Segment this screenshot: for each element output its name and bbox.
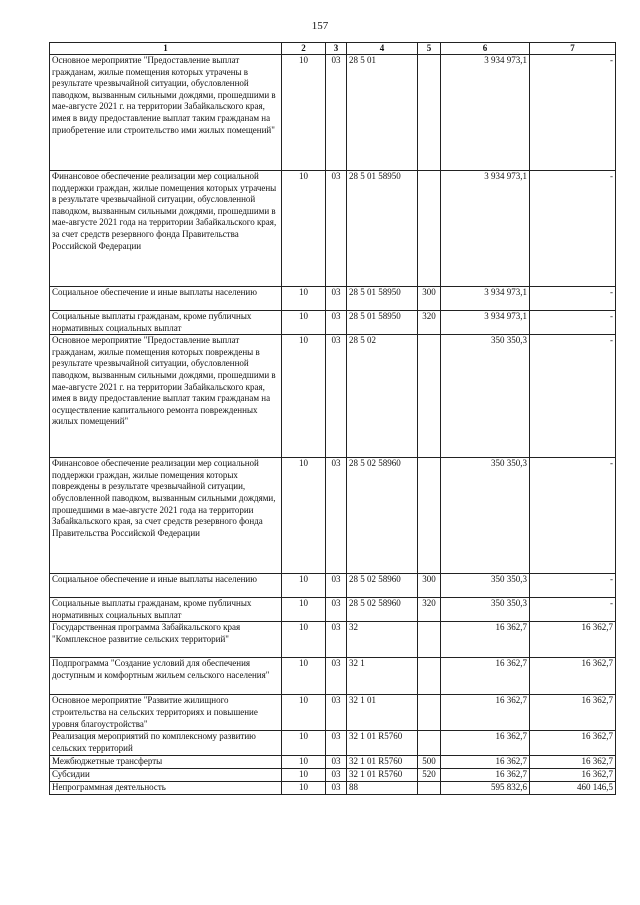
row-target-article: 32 1 01 R5760 — [347, 731, 418, 755]
row-target-article: 28 5 02 58960 — [347, 574, 418, 598]
row-expense-type — [418, 695, 441, 731]
table-row — [50, 622, 616, 658]
row-subsection: 03 — [326, 622, 347, 658]
column-header: 2 — [282, 43, 326, 55]
row-name: Субсидии — [50, 768, 282, 781]
row-amount-2022: 16 362,7 — [441, 695, 530, 731]
row-subsection: 03 — [326, 458, 347, 574]
row-amount-2022: 16 362,7 — [441, 768, 530, 781]
row-subsection: 03 — [326, 695, 347, 731]
row-amount-2023: - — [530, 171, 616, 287]
row-subsection: 03 — [326, 598, 347, 622]
row-amount-2022: 16 362,7 — [441, 731, 530, 755]
row-section: 10 — [282, 731, 326, 755]
row-subsection: 03 — [326, 781, 347, 794]
row-target-article: 28 5 02 58960 — [347, 458, 418, 574]
table-row — [50, 731, 616, 755]
column-header: 6 — [441, 43, 530, 55]
row-amount-2023: - — [530, 311, 616, 335]
row-amount-2022: 3 934 973,1 — [441, 171, 530, 287]
row-section: 10 — [282, 458, 326, 574]
row-amount-2022: 3 934 973,1 — [441, 287, 530, 311]
row-expense-type: 300 — [418, 574, 441, 598]
column-header: 5 — [418, 43, 441, 55]
row-name: Межбюджетные трансферты — [50, 755, 282, 768]
row-amount-2022: 350 350,3 — [441, 574, 530, 598]
row-expense-type — [418, 781, 441, 794]
row-section: 10 — [282, 695, 326, 731]
row-section: 10 — [282, 622, 326, 658]
row-expense-type: 320 — [418, 598, 441, 622]
row-subsection: 03 — [326, 574, 347, 598]
row-amount-2023: - — [530, 458, 616, 574]
row-subsection: 03 — [326, 731, 347, 755]
row-section: 10 — [282, 311, 326, 335]
row-amount-2023: 16 362,7 — [530, 658, 616, 695]
table-row — [50, 695, 616, 731]
row-name: Финансовое обеспечение реализации мер социальной поддержки граждан, жилые помещения которых утрачены в результате чрезвычайной ситуации, обусловленной паводком, вызванным сильными дождями, прошедшими в мае-августе 2021 года на территории Забайкальского края, за счет средств резервного фонда Правительства Российской Федерации — [50, 171, 282, 287]
row-target-article: 28 5 01 58950 — [347, 171, 418, 287]
row-subsection: 03 — [326, 287, 347, 311]
column-header: 3 — [326, 43, 347, 55]
row-target-article: 32 1 01 R5760 — [347, 768, 418, 781]
row-amount-2023: - — [530, 335, 616, 458]
table-row — [50, 768, 616, 781]
table-row — [50, 781, 616, 794]
row-amount-2023: - — [530, 55, 616, 171]
row-amount-2023: 16 362,7 — [530, 731, 616, 755]
row-target-article: 28 5 01 — [347, 55, 418, 171]
table-row — [50, 55, 616, 171]
row-name: Финансовое обеспечение реализации мер социальной поддержки граждан, жилые помещения которых повреждены в результате чрезвычайной ситуации, обусловленной паводком, вызванным сильными дождями, прошедшими в мае-августе 2021 года на территории Забайкальского края, за счет средств резервного фонда Правительства Российской Федерации — [50, 458, 282, 574]
row-expense-type — [418, 55, 441, 171]
row-amount-2022: 3 934 973,1 — [441, 55, 530, 171]
row-section: 10 — [282, 55, 326, 171]
row-subsection: 03 — [326, 335, 347, 458]
row-subsection: 03 — [326, 171, 347, 287]
column-header: 7 — [530, 43, 616, 55]
row-amount-2022: 350 350,3 — [441, 458, 530, 574]
row-amount-2022: 595 832,6 — [441, 781, 530, 794]
table-row — [50, 287, 616, 311]
row-expense-type — [418, 171, 441, 287]
row-section: 10 — [282, 781, 326, 794]
table-row — [50, 658, 616, 695]
row-target-article: 28 5 01 58950 — [347, 287, 418, 311]
column-header: 1 — [50, 43, 282, 55]
row-name: Основное мероприятие "Развитие жилищного строительства на сельских территориях и повышение уровня благоустройства" — [50, 695, 282, 731]
table-row — [50, 311, 616, 335]
row-name: Социальное обеспечение и иные выплаты населению — [50, 574, 282, 598]
row-target-article: 88 — [347, 781, 418, 794]
row-target-article: 32 — [347, 622, 418, 658]
table-row — [50, 598, 616, 622]
row-name: Основное мероприятие "Предоставление выплат гражданам, жилые помещения которых повреждены в результате чрезвычайной ситуации, обусловленной паводком, вызванным сильными дождями, прошедшими в мае-августе 2021 г. на территории Забайкальского края, имея в виду предоставление выплат таким гражданам на осуществление капитального ремонта поврежденных жилых помещений" — [50, 335, 282, 458]
row-expense-type: 520 — [418, 768, 441, 781]
row-name: Социальные выплаты гражданам, кроме публичных нормативных социальных выплат — [50, 598, 282, 622]
row-target-article: 32 1 — [347, 658, 418, 695]
table-row — [50, 755, 616, 768]
row-section: 10 — [282, 335, 326, 458]
row-target-article: 28 5 02 58960 — [347, 598, 418, 622]
row-name: Подпрограмма "Создание условий для обеспечения доступным и комфортным жильем сельского населения" — [50, 658, 282, 695]
row-name: Основное мероприятие "Предоставление выплат гражданам, жилые помещения которых утрачены в результате чрезвычайной ситуации, обусловленной паводком, вызванным сильными дождями, прошедшими в мае-августе 2021 г. на территории Забайкальского края, имея в виду предоставление выплат таким гражданам на приобретение или строительство ими жилых помещений" — [50, 55, 282, 171]
row-target-article: 32 1 01 R5760 — [347, 755, 418, 768]
row-amount-2022: 3 934 973,1 — [441, 311, 530, 335]
row-section: 10 — [282, 755, 326, 768]
row-expense-type: 500 — [418, 755, 441, 768]
row-expense-type: 320 — [418, 311, 441, 335]
row-section: 10 — [282, 287, 326, 311]
header-row — [50, 43, 616, 55]
budget-table — [49, 42, 616, 795]
row-name: Социальные выплаты гражданам, кроме публичных нормативных социальных выплат — [50, 311, 282, 335]
row-amount-2022: 16 362,7 — [441, 755, 530, 768]
table-row — [50, 574, 616, 598]
table-row — [50, 458, 616, 574]
row-expense-type — [418, 458, 441, 574]
row-section: 10 — [282, 658, 326, 695]
row-amount-2022: 16 362,7 — [441, 622, 530, 658]
row-expense-type: 300 — [418, 287, 441, 311]
row-amount-2022: 350 350,3 — [441, 598, 530, 622]
row-section: 10 — [282, 171, 326, 287]
row-amount-2023: 16 362,7 — [530, 695, 616, 731]
row-amount-2023: 460 146,5 — [530, 781, 616, 794]
row-subsection: 03 — [326, 311, 347, 335]
row-expense-type — [418, 731, 441, 755]
row-expense-type — [418, 335, 441, 458]
row-amount-2022: 16 362,7 — [441, 658, 530, 695]
row-section: 10 — [282, 574, 326, 598]
row-amount-2023: 16 362,7 — [530, 622, 616, 658]
row-amount-2022: 350 350,3 — [441, 335, 530, 458]
row-amount-2023: - — [530, 574, 616, 598]
row-amount-2023: 16 362,7 — [530, 768, 616, 781]
row-subsection: 03 — [326, 755, 347, 768]
row-name: Непрограммная деятельность — [50, 781, 282, 794]
row-amount-2023: - — [530, 598, 616, 622]
row-subsection: 03 — [326, 658, 347, 695]
row-section: 10 — [282, 768, 326, 781]
row-amount-2023: - — [530, 287, 616, 311]
row-target-article: 28 5 02 — [347, 335, 418, 458]
page-number: 157 — [311, 20, 329, 32]
table-row — [50, 335, 616, 458]
row-target-article: 32 1 01 — [347, 695, 418, 731]
row-expense-type — [418, 622, 441, 658]
row-subsection: 03 — [326, 55, 347, 171]
row-name: Государственная программа Забайкальского края "Комплексное развитие сельских территорий" — [50, 622, 282, 658]
table-row — [50, 171, 616, 287]
row-amount-2023: 16 362,7 — [530, 755, 616, 768]
column-header: 4 — [347, 43, 418, 55]
row-section: 10 — [282, 598, 326, 622]
row-subsection: 03 — [326, 768, 347, 781]
row-expense-type — [418, 658, 441, 695]
row-name: Социальное обеспечение и иные выплаты населению — [50, 287, 282, 311]
row-target-article: 28 5 01 58950 — [347, 311, 418, 335]
row-name: Реализация мероприятий по комплексному развитию сельских территорий — [50, 731, 282, 755]
